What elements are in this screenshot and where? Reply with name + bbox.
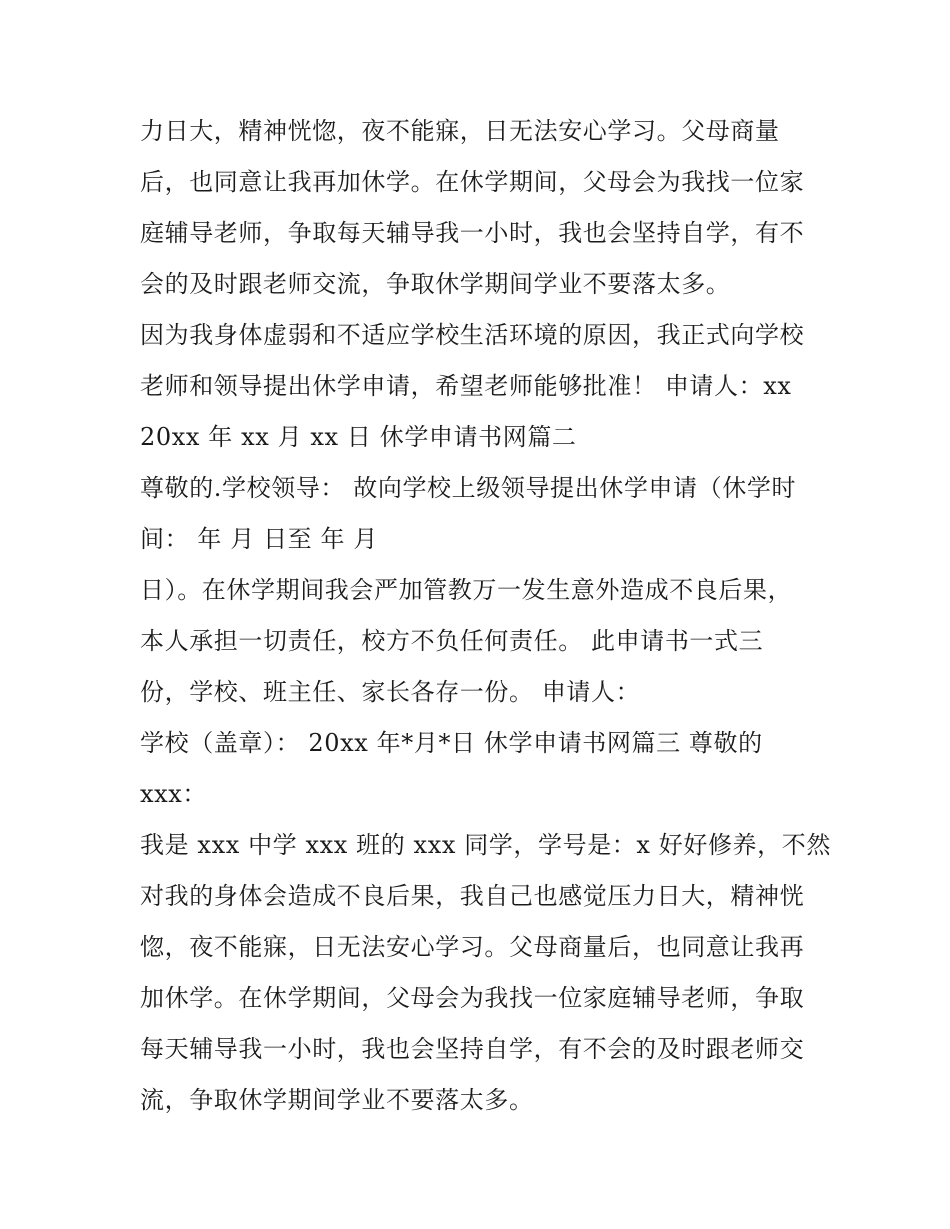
text-line: 20xx 年 xx 月 xx 日 休学申请书网篇二 [140, 423, 577, 451]
text-line: 每天辅导我一小时，我也会坚持自学，有不会的及时跟老师交 [140, 1035, 805, 1063]
text-line: 本人承担一切责任，校方不负任何责任。 此申请书一式三 [140, 627, 764, 655]
text-line: 日）。在休学期间我会严加管教万一发生意外造成不良后果， [140, 576, 793, 604]
text-line: 间： 年 月 日至 年 月 [140, 525, 378, 553]
text-line: 庭辅导老师，争取每天辅导我一小时，我也会坚持自学，有不 [140, 219, 805, 247]
document-body [140, 106, 840, 1126]
text-line: 尊敬的.学校领导： 故向学校上级领导提出休学申请（休学时 [140, 474, 797, 502]
text-line: 我是 xxx 中学 xxx 班的 xxx 同学，学号是：x 好好修养，不然 [140, 831, 831, 859]
text-line: 流，争取休学期间学业不要落太多。 [140, 1086, 534, 1114]
text-line: xxx： [140, 780, 208, 808]
text-line: 因为我身体虚弱和不适应学校生活环境的原因，我正式向学校 [140, 321, 805, 349]
text-line: 加休学。在休学期间，父母会为我找一位家庭辅导老师，争取 [140, 984, 805, 1012]
text-line: 会的及时跟老师交流，争取休学期间学业不要落太多。 [140, 270, 731, 298]
text-line: 份，学校、班主任、家长各存一份。 申请人： [140, 678, 641, 706]
text-line: 惚，夜不能寐，日无法安心学习。父母商量后，也同意让我再 [140, 933, 805, 961]
text-line: 学校（盖章）： 20xx 年*月*日 休学申请书网篇三 尊敬的 [140, 729, 763, 757]
text-line: 后，也同意让我再加休学。在休学期间，父母会为我找一位家 [140, 168, 805, 196]
text-line: 对我的身体会造成不良后果，我自己也感觉压力日大，精神恍 [140, 882, 805, 910]
text-line: 力日大，精神恍惚，夜不能寐，日无法安心学习。父母商量 [140, 117, 780, 145]
text-line: 老师和领导提出休学申请，希望老师能够批准！ 申请人：xx [140, 372, 792, 400]
